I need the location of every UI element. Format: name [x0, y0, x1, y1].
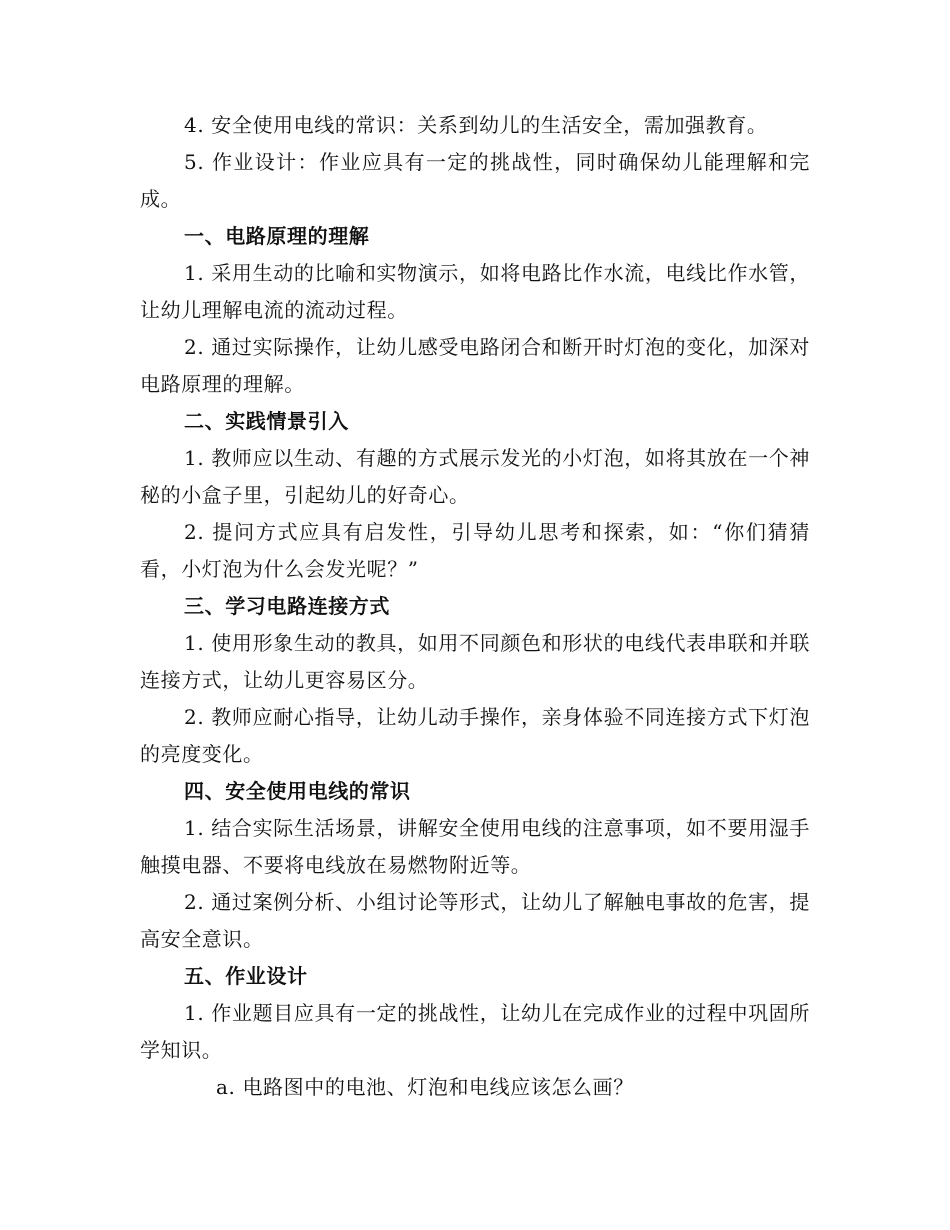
section-5-subitem-a: a. 电路图中的电池、灯泡和电线应该怎么画？: [216, 1075, 634, 1099]
section-1-heading: 一、电路原理的理解: [184, 224, 370, 248]
section-4-item-1: 1. 结合实际生活场景，讲解安全使用电线的注意事项，如不要用湿手触摸电器、不要将电线放在易燃物附近等。: [140, 816, 810, 877]
section-4-item-2: 2. 通过案例分析、小组讨论等形式，让幼儿了解触电事故的危害，提高安全意识。: [140, 890, 810, 951]
section-1-item-2: 2. 通过实际操作，让幼儿感受电路闭合和断开时灯泡的变化，加深对电路原理的理解。: [140, 335, 810, 396]
section-3-heading: 三、学习电路连接方式: [184, 594, 390, 618]
intro-item-4: 4. 安全使用电线的常识：关系到幼儿的生活安全，需加强教育。: [184, 113, 768, 137]
section-4-heading: 四、安全使用电线的常识: [184, 779, 411, 803]
section-2-heading: 二、实践情景引入: [184, 409, 349, 433]
section-2-item-2: 2. 提问方式应具有启发性，引导幼儿思考和探索，如：“你们猜猜看，小灯泡为什么会发光呢？”: [140, 520, 810, 581]
section-5-heading: 五、作业设计: [184, 964, 308, 988]
section-3-item-1: 1. 使用形象生动的教具，如用不同颜色和形状的电线代表串联和并联连接方式，让幼儿更容易区分。: [140, 631, 810, 692]
section-1-item-1: 1. 采用生动的比喻和实物演示，如将电路比作水流，电线比作水管，让幼儿理解电流的流动过程。: [140, 261, 810, 322]
section-3-item-2: 2. 教师应耐心指导，让幼儿动手操作，亲身体验不同连接方式下灯泡的亮度变化。: [140, 705, 810, 766]
intro-item-5: 5. 作业设计：作业应具有一定的挑战性，同时确保幼儿能理解和完成。: [140, 150, 810, 211]
section-2-item-1: 1. 教师应以生动、有趣的方式展示发光的小灯泡，如将其放在一个神秘的小盒子里，引起幼儿的好奇心。: [140, 446, 810, 507]
section-5-item-1: 1. 作业题目应具有一定的挑战性，让幼儿在完成作业的过程中巩固所学知识。: [140, 1001, 810, 1062]
